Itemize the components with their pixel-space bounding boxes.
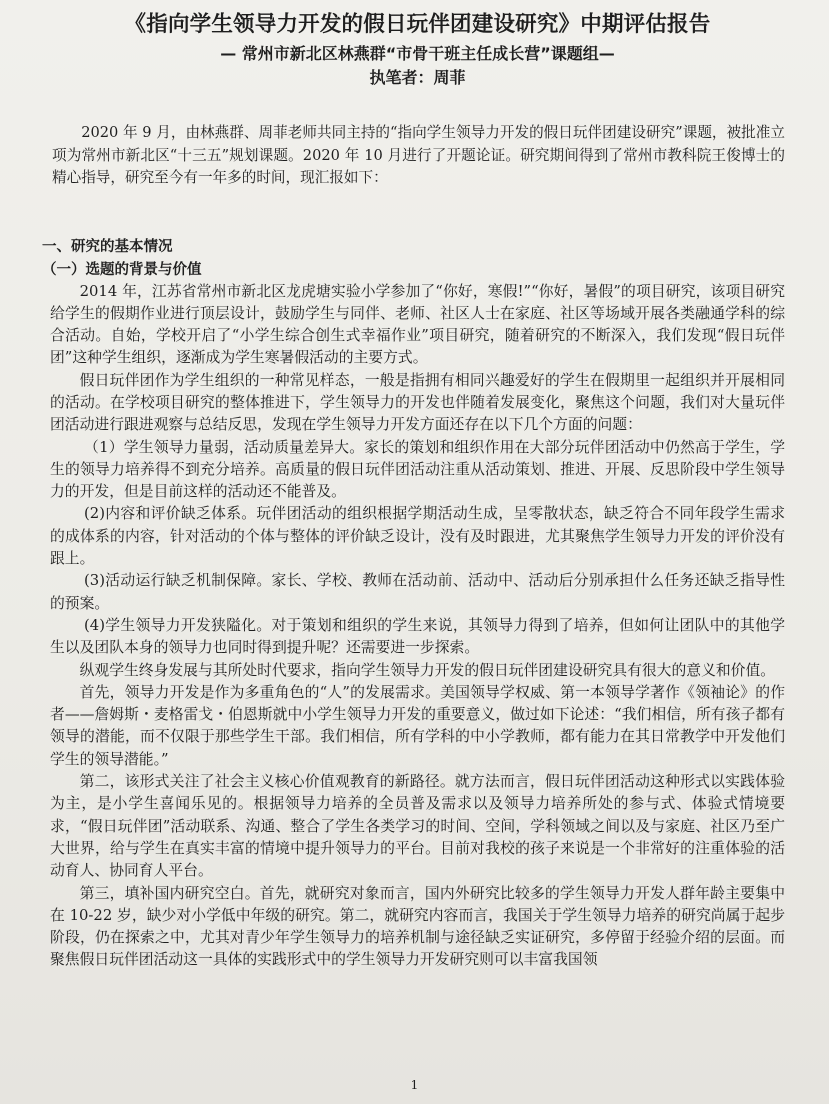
body-paragraph: 首先，领导力开发是作为多重角色的“人”的发展需求。美国领导学权威、第一本领导学著作《领袖论》的作者——詹姆斯・麦格雷戈・伯恩斯就中小学生领导力开发的重要意义，做过如下论述：“我们相信，所有孩子都有领导的潜能，而不仅限于那些学生干部。我们相信，所有学科的中小学教师，都有能力在其日常教学中开发他们学生的领导潜能。” [50, 683, 785, 768]
report-title: 《指向学生领导力开发的假日玩伴团建设研究》中期评估报告 [124, 12, 711, 37]
problem-item-3: (3)活动运行缺乏机制保障。家长、学校、教师在活动前、活动中、活动后分别承担什么任务还缺乏指导性的预案。 [50, 572, 785, 612]
intro-paragraph: 2020 年 9 月，由林燕群、周菲老师共同主持的“指向学生领导力开发的假日玩伴团建设研究”课题，被批准立项为常州市新北区“十三五”规划课题。2020 年 10 月进行了开题论证。研究期间得到了常州市教科院王俊博士的精心指导，研究至今有一年多的时间，现汇报如下： [52, 124, 785, 186]
problem-item-4: (4)学生领导力开发狭隘化。对于策划和组织的学生来说，其领导力得到了培养，但如何让团队中的其他学生以及团队本身的领导力也同时得到提升呢？还需要进一步探索。 [50, 616, 785, 657]
page-number: 1 [410, 1078, 419, 1092]
section-heading-1: 一、研究的基本情况 [42, 238, 173, 255]
body-paragraph: 第二，该形式关注了社会主义核心价值观教育的新路径。就方法而言，假日玩伴团活动这种形式以实践体验为主，是小学生喜闻乐见的。根据领导力培养的全员普及需求以及领导力培养所处的参与式、体验式情境要求，“假日玩伴团”活动联系、沟通、整合了学生各类学习的时间、空间，学科领域之间以及与家庭、社区乃至广大世界，给与学生在真实丰富的情境中提升领导力的平台。目前对我校的孩子来说是一个非常好的注重体验的活动育人、协同育人平台。 [50, 773, 785, 880]
body-paragraph: 纵观学生终身发展与其所处时代要求，指向学生领导力开发的假日玩伴团建设研究具有很大的意义和价值。 [79, 661, 776, 679]
report-author: 执笔者：周菲 [369, 68, 466, 87]
body-paragraph: 假日玩伴团作为学生组织的一种常见样态，一般是指拥有相同兴趣爱好的学生在假期里一起组织并开展相同的活动。在学校项目研究的整体推进下，学生领导力的开发也伴随着发展变化，聚焦这个问题，我们对大量玩伴团活动进行跟进观察与总结反思，发现在学生领导力开发方面还存在以下几个方面的问题： [50, 371, 785, 434]
body-paragraph: 2014 年，江苏省常州市新北区龙虎塘实验小学参加了“你好，寒假!”“你好，暑假”的项目研究，该项目研究给学生的假期作业进行顶层设计，鼓励学生与同伴、老师、社区人士在家庭、社区等场域开展各类融通学科的综合活动。自始，学校开启了“小学生综合创生式幸福作业”项目研究，随着研究的不断深入，我们发现“假日玩伴团”这种学生组织，逐渐成为学生寒暑假活动的主要方式。 [50, 282, 785, 367]
problem-item-2: (2)内容和评价缺乏体系。玩伴团活动的组织根据学期活动生成，呈零散状态，缺乏符合不同年段学生需求的成体系的内容，针对活动的个体与整体的评价缺乏设计，没有及时跟进，尤其聚焦学生领导力开发的评价没有跟上。 [50, 505, 785, 568]
problem-item-1: （1）学生领导力量弱，活动质量差异大。家长的策划和组织作用在大部分玩伴团活动中仍然高于学生，学生的领导力培养得不到充分培养。高质量的假日玩伴团活动注重从活动策划、推进、开展、反思阶段中学生领导力的开发，但是目前这样的活动还不能普及。 [50, 438, 785, 501]
report-subtitle: — 常州市新北区林燕群“市骨干班主任成长营”课题组— [220, 44, 615, 63]
subsection-heading-1-1: （一）选题的背景与价值 [42, 261, 202, 278]
body-paragraph: 第三，填补国内研究空白。首先，就研究对象而言，国内外研究比较多的学生领导力开发人群年龄主要集中在 10-22 岁，缺少对小学低中年级的研究。第二，就研究内容而言，我国关于学生领导力培养的研究尚属于起步阶段，仍在探索之中，尤其对青少年学生领导力的培养机制与途径缺乏实证研究，多停留于经验介绍的层面。而聚焦假日玩伴团活动这一具体的实践形式中的学生领导力开发研究则可以丰富我国领 [50, 884, 785, 969]
